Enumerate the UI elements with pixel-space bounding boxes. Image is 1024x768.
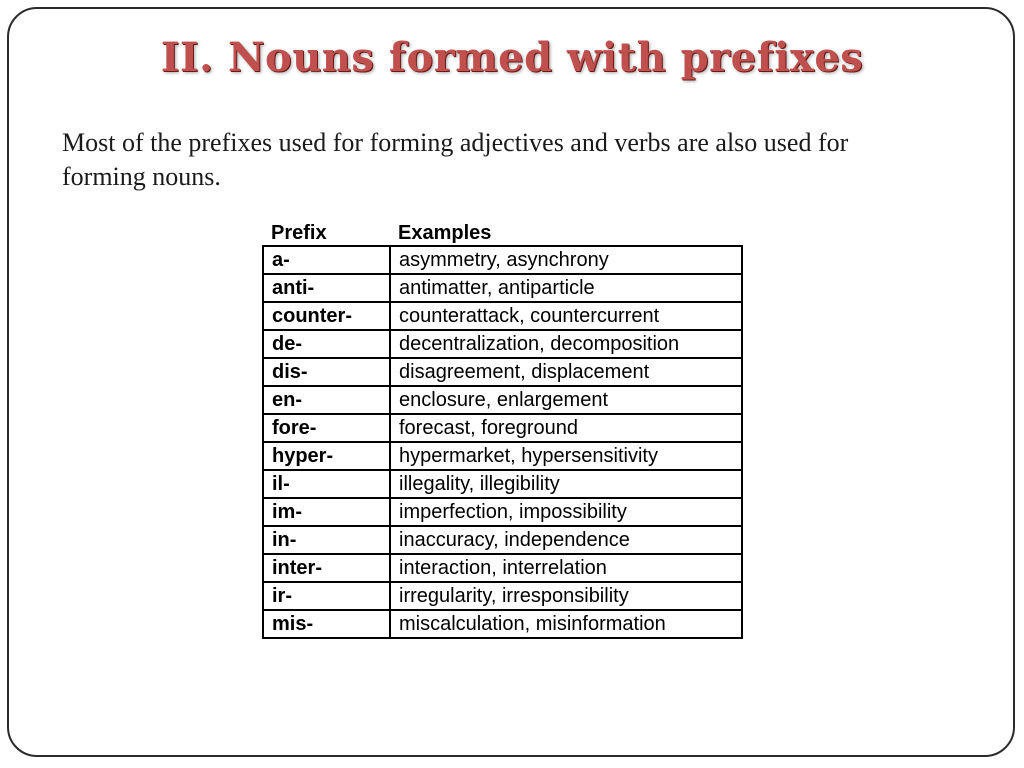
prefix-cell: im-	[263, 498, 390, 526]
header-prefix: Prefix	[271, 222, 327, 244]
prefix-cell: ir-	[263, 582, 390, 610]
table-row	[263, 610, 742, 638]
examples-cell: forecast, foreground	[390, 414, 742, 442]
examples-cell: illegality, illegibility	[390, 470, 742, 498]
examples-cell: disagreement, displacement	[390, 358, 742, 386]
prefix-cell: dis-	[263, 358, 390, 386]
table-row	[263, 414, 742, 442]
prefix-cell: en-	[263, 386, 390, 414]
prefix-cell: de-	[263, 330, 390, 358]
prefix-cell: il-	[263, 470, 390, 498]
table-row	[263, 498, 742, 526]
table-header-row	[263, 217, 742, 246]
table-row	[263, 386, 742, 414]
intro-paragraph: Most of the prefixes used for forming adjectives and verbs are also used for forming nouns.	[62, 128, 849, 191]
examples-cell: enclosure, enlargement	[390, 386, 742, 414]
examples-cell: asymmetry, asynchrony	[390, 246, 742, 274]
table-row	[263, 274, 742, 302]
table-row	[263, 358, 742, 386]
examples-cell: irregularity, irresponsibility	[390, 582, 742, 610]
examples-cell: decentralization, decomposition	[390, 330, 742, 358]
examples-cell: antimatter, antiparticle	[390, 274, 742, 302]
header-examples: Examples	[398, 222, 492, 244]
table-row	[263, 442, 742, 470]
examples-cell: miscalculation, misinformation	[390, 610, 742, 638]
prefix-cell: a-	[263, 246, 390, 274]
examples-cell: imperfection, impossibility	[390, 498, 742, 526]
examples-cell: counterattack, countercurrent	[390, 302, 742, 330]
prefix-cell: anti-	[263, 274, 390, 302]
prefix-cell: mis-	[263, 610, 390, 638]
prefix-cell: inter-	[263, 554, 390, 582]
examples-cell: interaction, interrelation	[390, 554, 742, 582]
table-row	[263, 246, 742, 274]
prefix-cell: hyper-	[263, 442, 390, 470]
examples-cell: inaccuracy, independence	[390, 526, 742, 554]
table-row	[263, 554, 742, 582]
table-row	[263, 526, 742, 554]
slide-title: II. Nouns formed with prefixes	[160, 34, 864, 81]
table-row	[263, 470, 742, 498]
table-row	[263, 582, 742, 610]
prefix-table	[262, 217, 743, 639]
prefix-cell: in-	[263, 526, 390, 554]
prefix-cell: counter-	[263, 302, 390, 330]
table-row	[263, 330, 742, 358]
prefix-cell: fore-	[263, 414, 390, 442]
examples-cell: hypermarket, hypersensitivity	[390, 442, 742, 470]
table-body	[263, 246, 742, 638]
table-row	[263, 302, 742, 330]
